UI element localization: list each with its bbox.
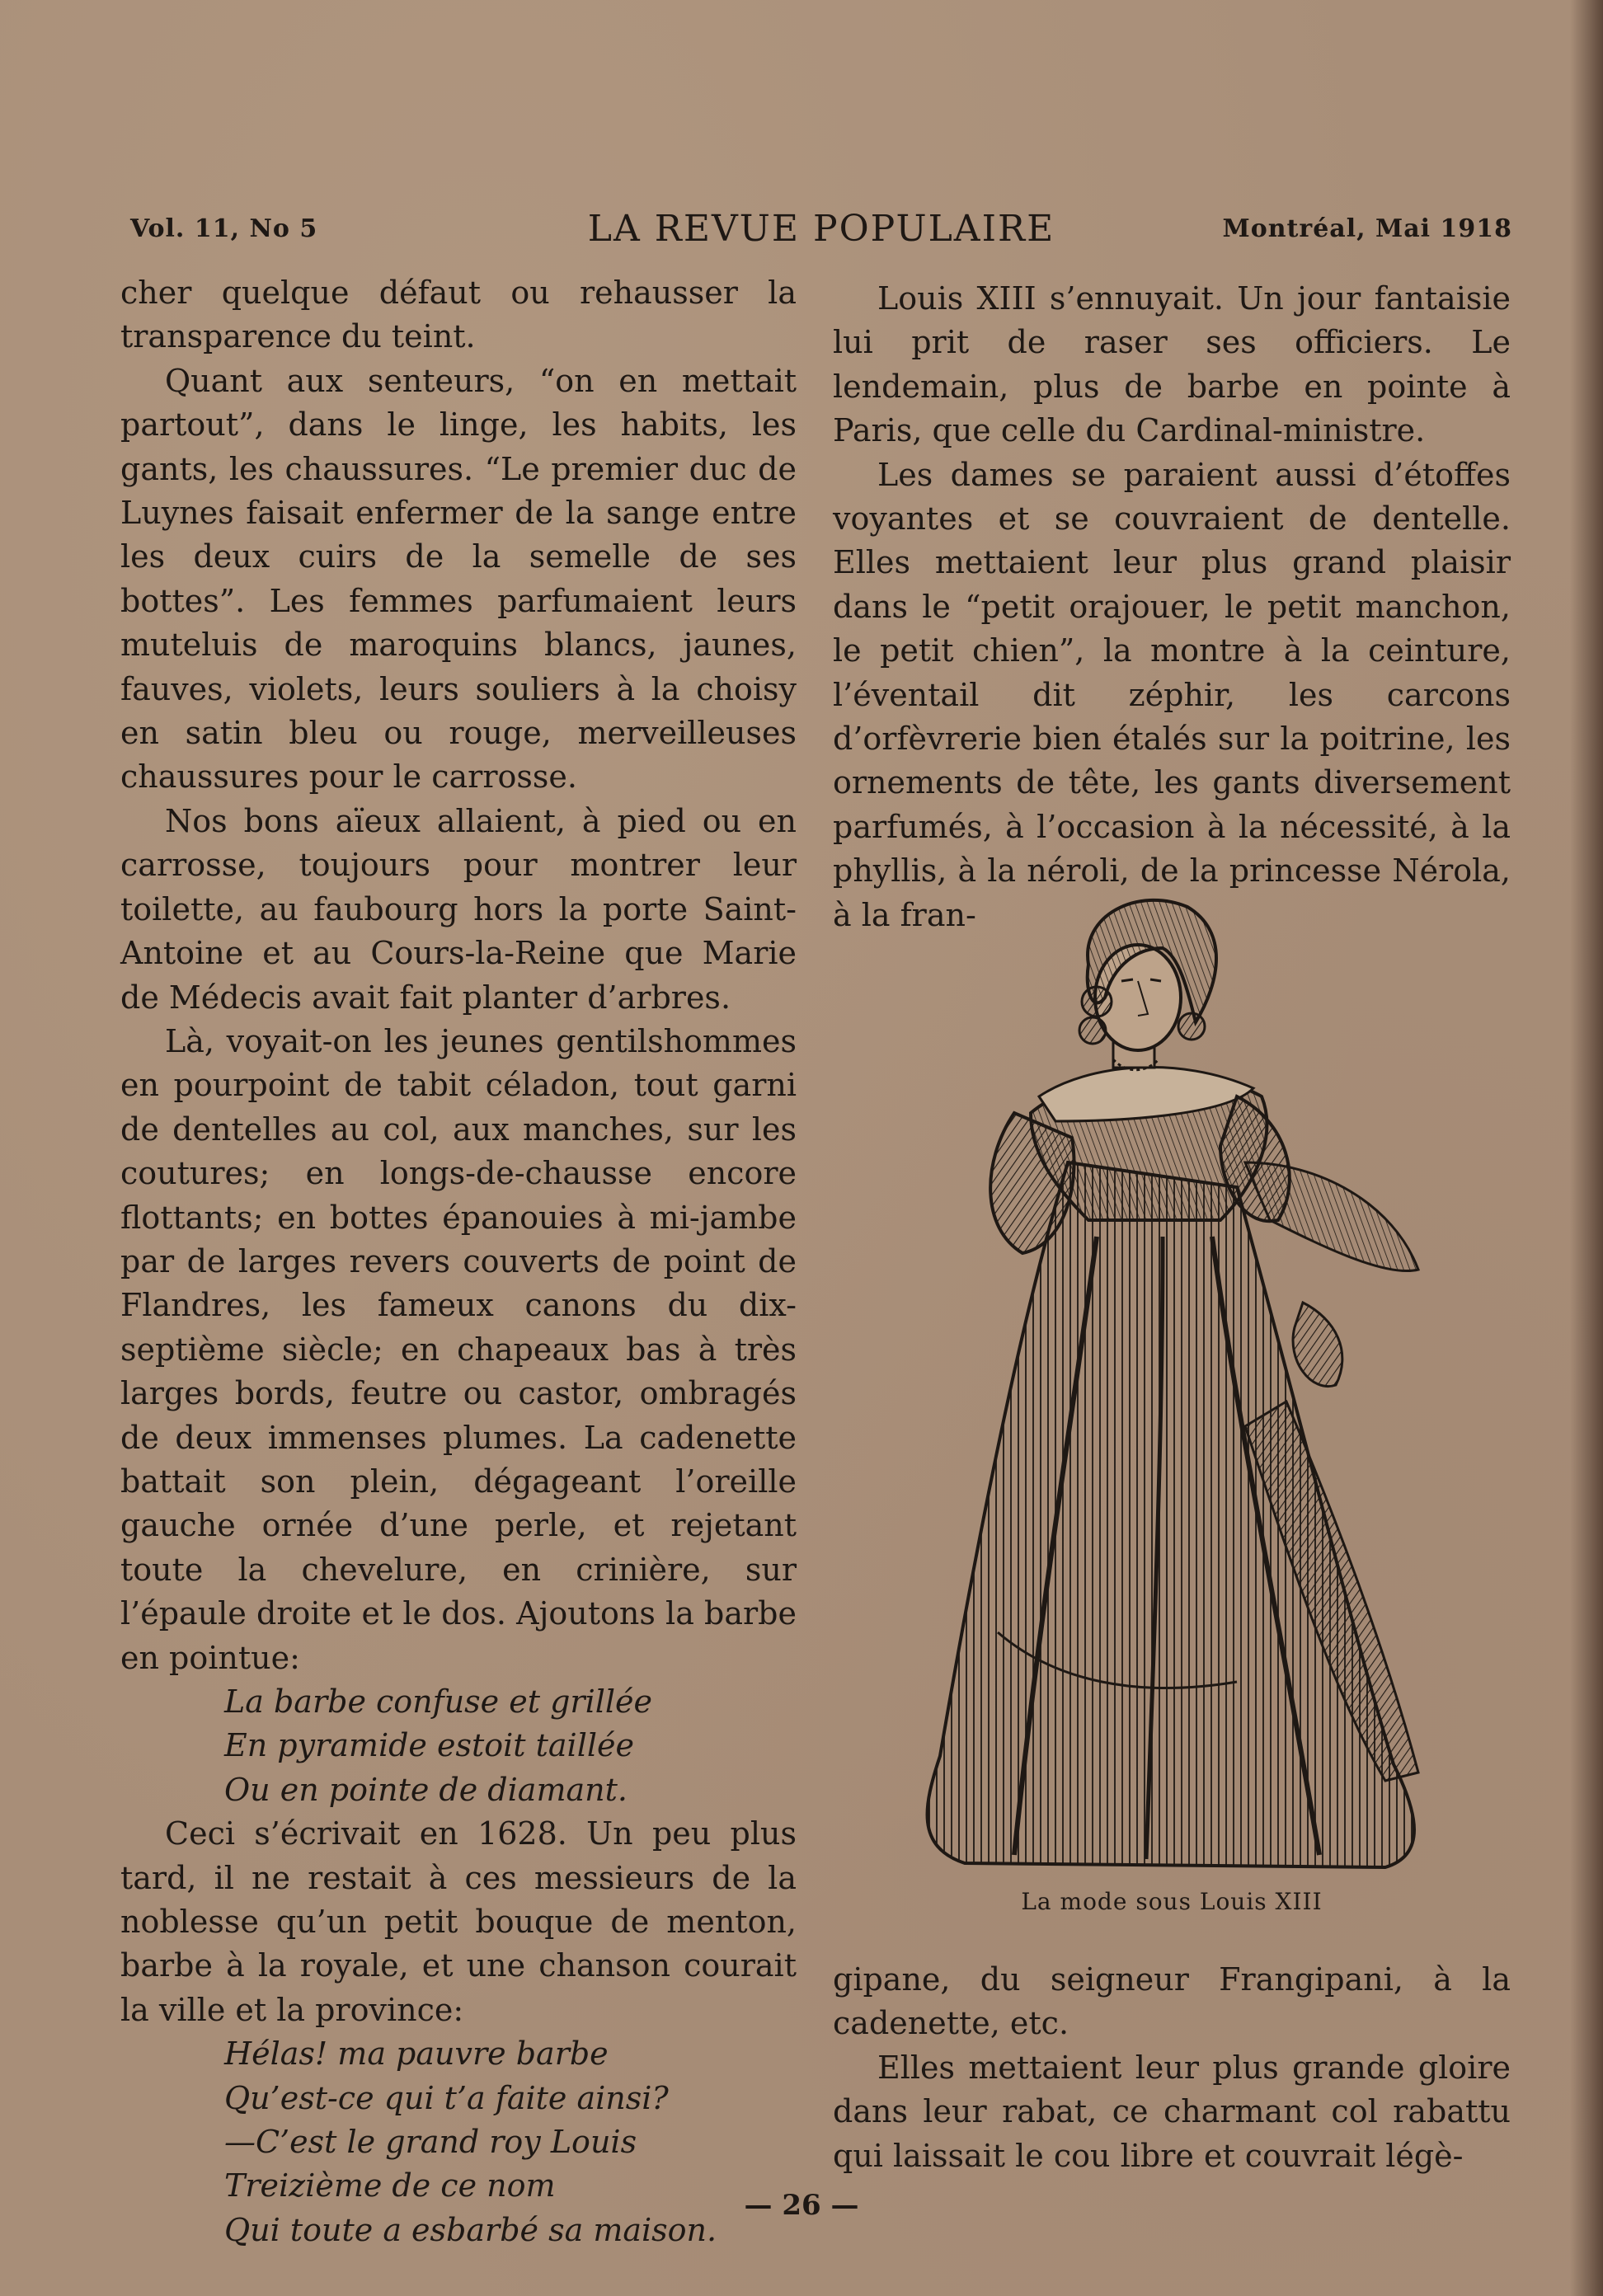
- verse-line: La barbe confuse et grillée: [224, 1683, 653, 1720]
- paragraph: cher quelque défaut ou rehausser la transparence du teint.: [120, 275, 797, 355]
- paragraph: Là, voyait-on les jeunes gentilshommes en pourpoint de tabit céladon, tout garni de dentelles au col, aux manches, sur les coutures; en longs-de-chausse encore flottants; en bottes épanouies à mi-jambe par de larges revers couverts de point de Flandres, les fameux canons du dix-septième siècle; en chapeaux bas à très larges bords, feutre ou castor, ombragés de deux immenses plumes. La cadenette battait son plein, dégageant l’oreille gauche ornée d’une perle, et rejetant toute la chevelure, en crinière, sur l’épaule droite et le dos. Ajoutons la barbe en pointue:: [120, 1022, 797, 1676]
- journal-title: LA REVUE POPULAIRE: [587, 208, 1055, 250]
- paragraph: Nos bons aïeux allaient, à pied ou en carrosse, toujours pour montrer leur toilette, au faubourg hors la porte Saint-Antoine et au Cours-la-Reine que Marie de Médecis avait fait planter d’arbres.: [120, 802, 797, 1016]
- volume-number: Vol. 11, No 5: [130, 214, 318, 243]
- verse-line: En pyramide estoit taillée: [224, 1727, 634, 1764]
- verse-quote: [120, 1680, 797, 1812]
- right-column-top: [833, 277, 1511, 937]
- verse-line: Hélas! ma pauvre barbe: [224, 2035, 609, 2073]
- running-header: [130, 208, 1512, 254]
- figure-caption: La mode sous Louis XIII: [1021, 1888, 1323, 1915]
- left-column: [120, 271, 797, 2252]
- paragraph: Ceci s’écrivait en 1628. Un peu plus tard, il ne restait à ces messieurs de la noblesse qu’un petit bouque de menton, barbe à la royale, et une chanson courait la ville et la province:: [120, 1815, 797, 2028]
- place-date: Montréal, Mai 1918: [1222, 214, 1512, 243]
- verse-line: —C’est le grand roy Louis: [224, 2123, 637, 2160]
- page-edge-shadow: [1570, 0, 1603, 2296]
- paragraph: Louis XIII s’ennuyait. Un jour fantaisie lui prit de raser ses officiers. Le lendemain, plus de barbe en pointe à Paris, que celle du Cardinal-ministre.: [833, 280, 1511, 449]
- verse-line: Treizième de ce nom: [224, 2167, 556, 2204]
- paragraph: gipane, du seigneur Frangipani, à la cadenette, etc.: [833, 1961, 1511, 2042]
- engraving-illustration: [891, 890, 1460, 1880]
- paragraph: Elles mettaient leur plus grande gloire dans leur rabat, ce charmant col rabattu qui laissait le cou libre et couvrait légè-: [833, 2049, 1511, 2174]
- verse-line: Qui toute a esbarbé sa maison.: [224, 2211, 717, 2248]
- page-number: — 26 —: [744, 2189, 859, 2222]
- verse-line: Ou en pointe de diamant.: [224, 1771, 628, 1808]
- paragraph: Quant aux senteurs, “on en mettait partout”, dans le linge, les habits, les gants, les chaussures. “Le premier duc de Luynes faisait enfermer de la sange entre les deux cuirs de la semelle de ses bottes”. Les femmes parfumaient leurs muteluis de maroquins blancs, jaunes, fauves, violets, leurs souliers à la choisy en satin bleu ou rouge, merveilleuses chaussures pour le carrosse.: [120, 362, 797, 796]
- paragraph: Les dames se paraient aussi d’étoffes voyantes et se couvraient de dentelle. Elles mettaient leur plus grand plaisir dans le “petit orajouer, le petit manchon, le petit chien”, la montre à la ceinture, l’éventail dit zéphir, les carcons d’orfèvrerie bien étalés sur la poitrine, les ornements de tête, les gants diversement parfumés, à l’occasion à la nécessité, à la phyllis, à la néroli, de la princesse Nérola, à la fran-: [833, 456, 1511, 933]
- right-column-bottom: [833, 1958, 1511, 2178]
- verse-line: Qu’est-ce qui t’a faite ainsi?: [224, 2079, 669, 2116]
- engraving-lady-figure: [891, 890, 1460, 1880]
